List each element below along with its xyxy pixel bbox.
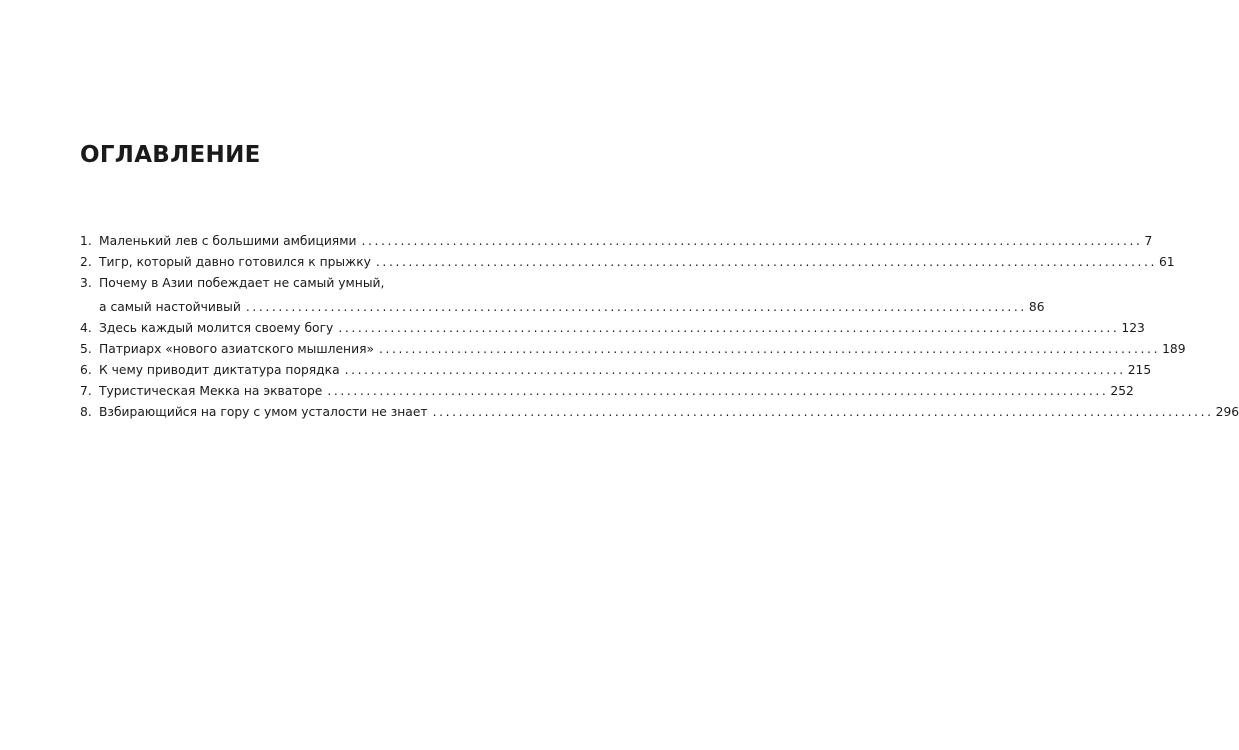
dot-leader: ........................................................................................................................ (245, 300, 1027, 314)
page-number: 296 (1215, 405, 1239, 419)
chapter-title: Патриарх «нового азиатского мышления» (99, 342, 375, 356)
page-number: 189 (1162, 342, 1186, 356)
page-number: 61 (1158, 255, 1175, 269)
chapter-number: 5. (80, 342, 92, 356)
toc-entry (80, 273, 1045, 318)
chapter-number: 1. (80, 234, 92, 248)
chapter-title: Здесь каждый молится своему богу (99, 321, 334, 335)
page-number: 123 (1121, 321, 1145, 335)
page-number: 7 (1144, 234, 1153, 248)
toc-entry (80, 318, 1145, 339)
dot-leader: ........................................................................................................................ (432, 405, 1214, 419)
chapter-number: 3. (80, 276, 92, 290)
chapter-title: К чему приводит диктатура порядка (99, 363, 340, 377)
chapter-title: Туристическая Мекка на экваторе (99, 384, 323, 398)
dot-leader: ........................................................................................................................ (361, 234, 1143, 248)
toc-entry (80, 381, 1134, 402)
chapter-title: Почему в Азии побеждает не самый умный, (99, 276, 385, 290)
page-number: 252 (1110, 384, 1134, 398)
page-title: ОГЛАВЛЕНИЕ (80, 142, 261, 168)
page-number: 86 (1028, 300, 1045, 314)
toc-entry (80, 231, 1153, 252)
table-of-contents (80, 231, 1239, 423)
chapter-title: Маленький лев с большими амбициями (99, 234, 357, 248)
dot-leader: ........................................................................................................................ (379, 342, 1161, 356)
page-number: 215 (1127, 363, 1152, 377)
toc-entry (80, 360, 1152, 381)
dot-leader: ........................................................................................................................ (375, 255, 1157, 269)
toc-entry (80, 252, 1175, 273)
dot-leader: ........................................................................................................................ (327, 384, 1109, 398)
chapter-number: 4. (80, 321, 92, 335)
dot-leader: ........................................................................................................................ (338, 321, 1120, 335)
chapter-title-continuation: а самый настойчивый (99, 300, 241, 314)
toc-entry (80, 339, 1186, 360)
dot-leader: ........................................................................................................................ (344, 363, 1126, 377)
chapter-number: 6. (80, 363, 92, 377)
toc-entry (80, 402, 1239, 423)
chapter-number: 2. (80, 255, 92, 269)
chapter-number: 8. (80, 405, 92, 419)
chapter-number: 7. (80, 384, 92, 398)
chapter-title: Взбирающийся на гору с умом усталости не знает (99, 405, 428, 419)
chapter-title: Тигр, который давно готовился к прыжку (99, 255, 371, 269)
